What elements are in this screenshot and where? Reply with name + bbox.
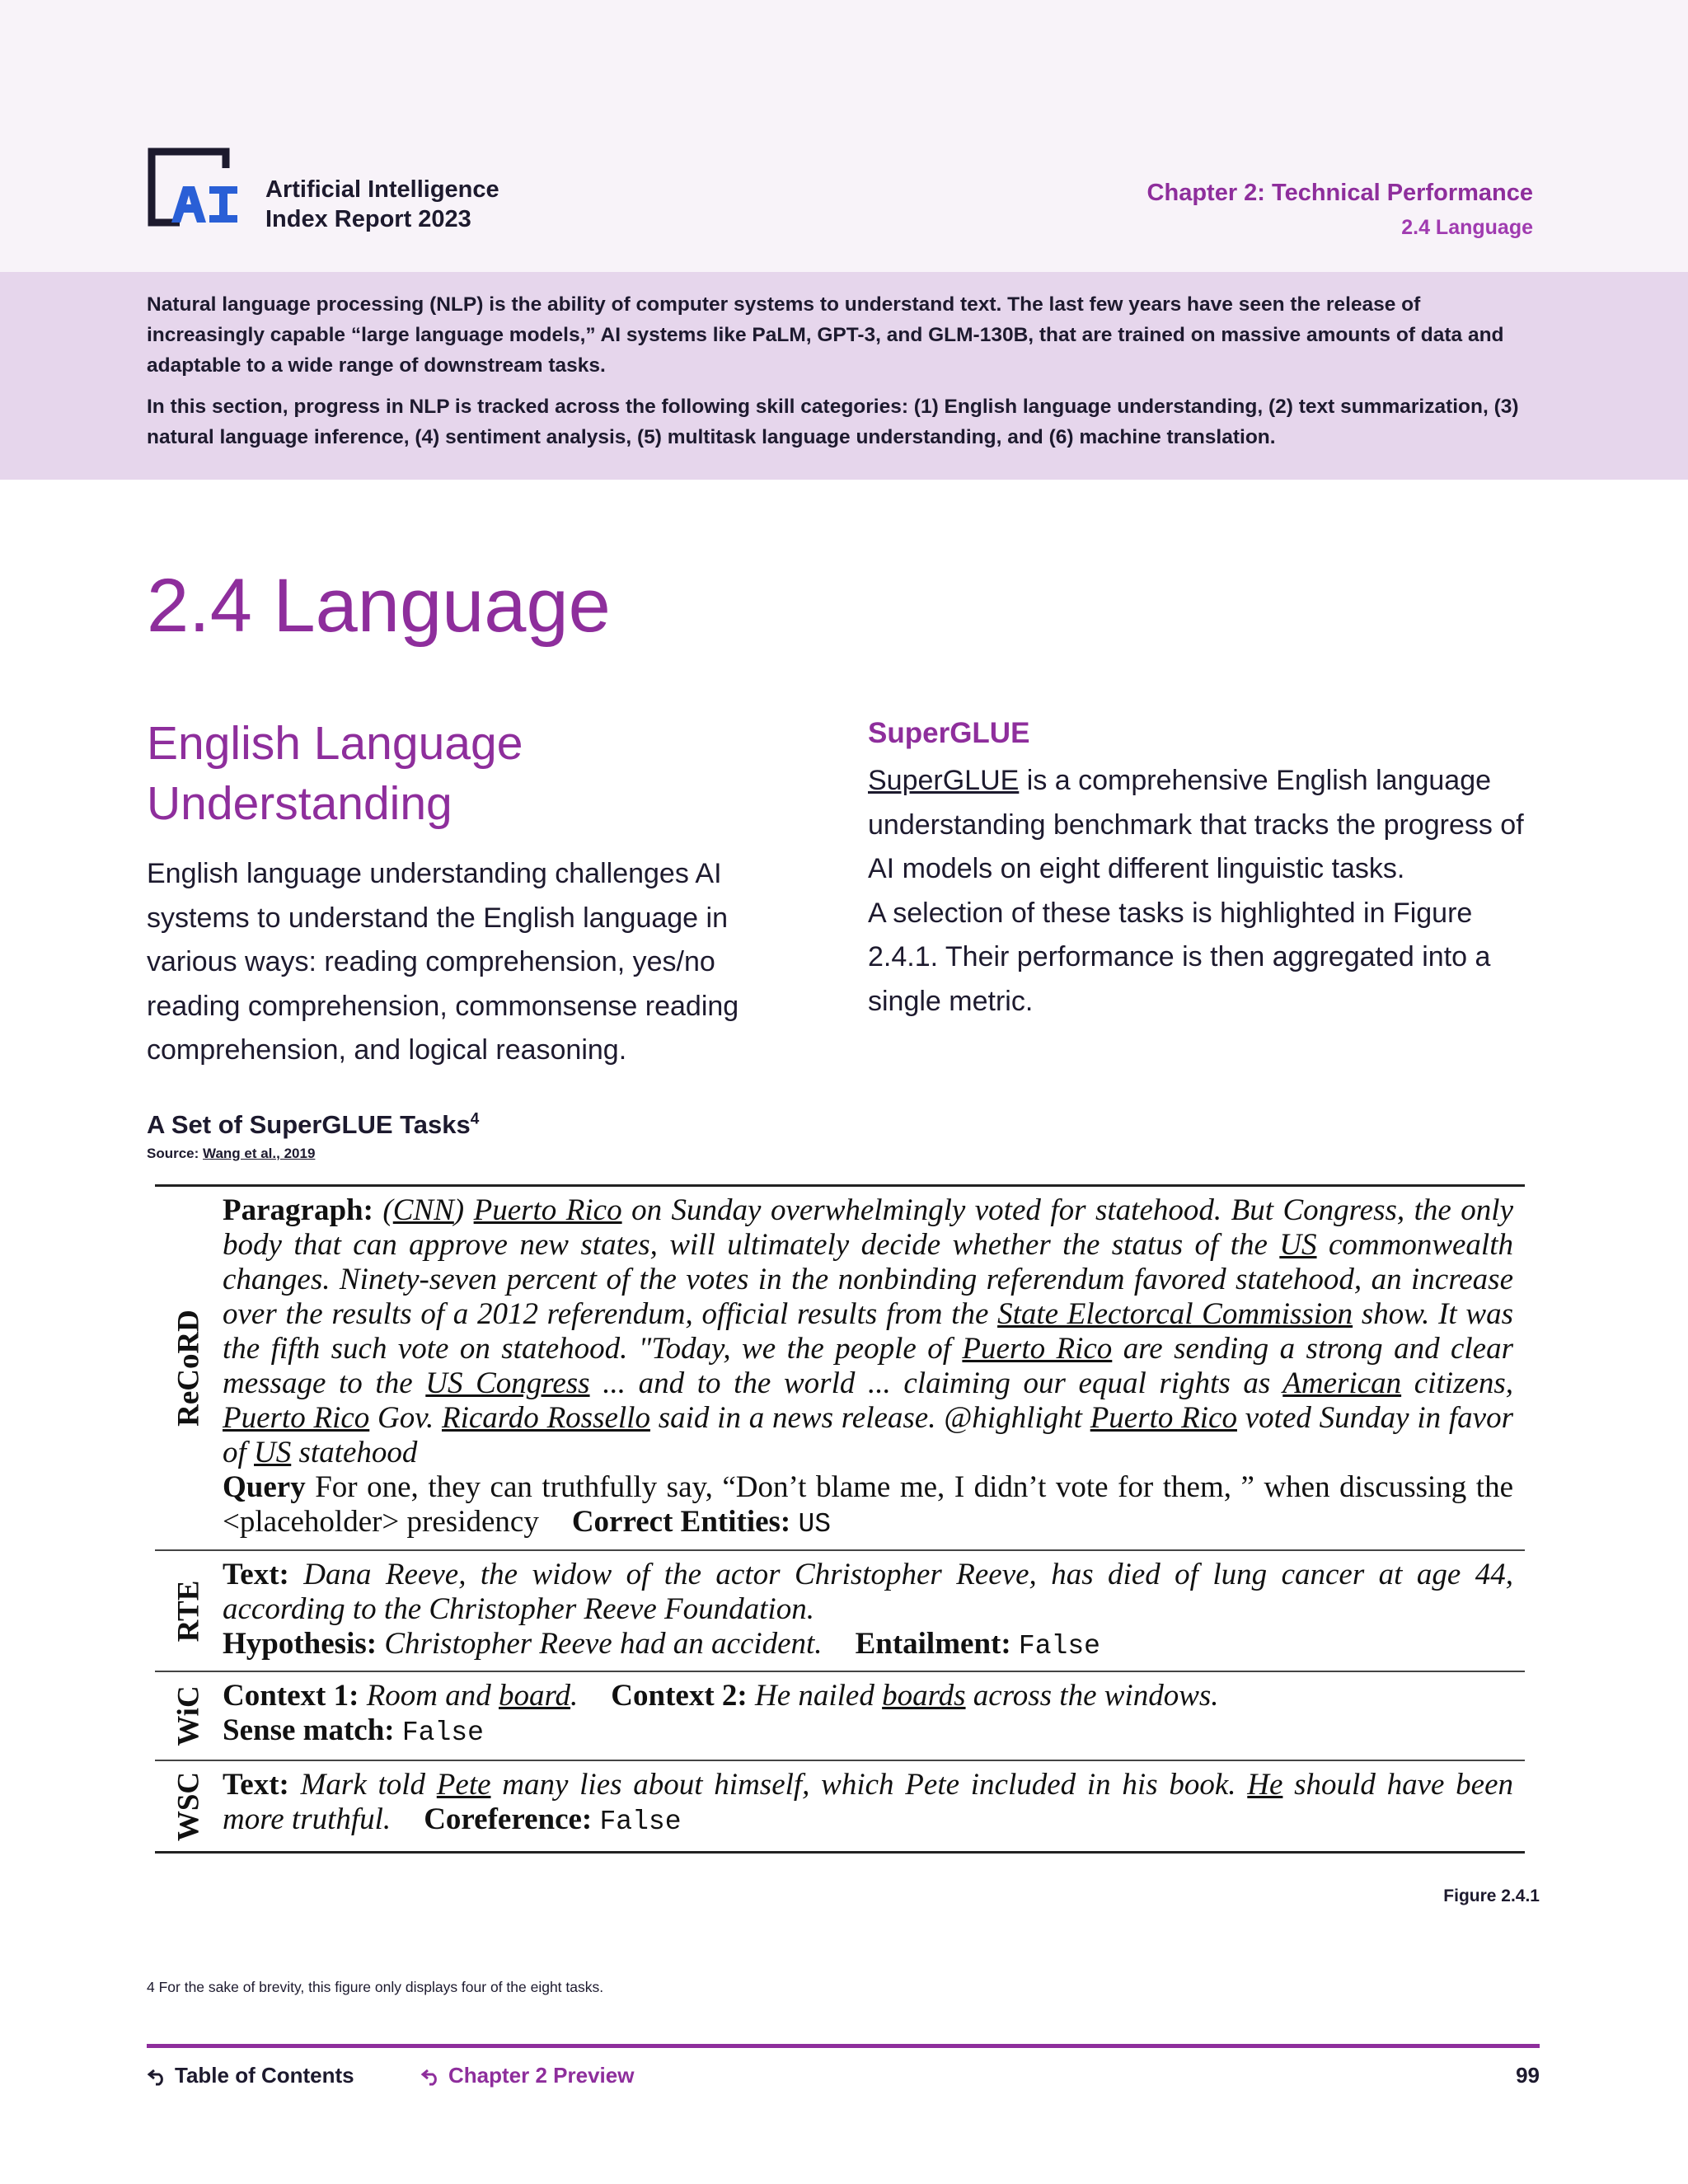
footnote: 4 For the sake of brevity, this figure only displays four of the eight tasks. <box>147 1979 604 1995</box>
task-label-wsc <box>155 1761 223 1851</box>
superglue-text-2: A selection of these tasks is highlighted in Figure 2.4.1. Their performance is then aggregated into a single metric. <box>868 897 1491 1017</box>
answer-label: Entailment: <box>855 1627 1011 1661</box>
task-label-rte-text: RTE <box>171 1580 206 1642</box>
task-row-rte <box>155 1551 1525 1672</box>
task-label-record <box>155 1187 223 1549</box>
answer-label: Sense match: <box>223 1713 395 1747</box>
context1-text: Room and board. <box>359 1679 579 1713</box>
context1-label: Context 1: <box>223 1679 359 1713</box>
table-of-contents-label: Table of Contents <box>175 2063 354 2088</box>
superglue-link[interactable]: SuperGLUE <box>868 765 1020 796</box>
paragraph-label: Paragraph: <box>223 1193 373 1227</box>
chapter-preview-label: Chapter 2 Preview <box>448 2063 635 2088</box>
report-title <box>265 175 499 234</box>
report-title-line2: Index Report 2023 <box>265 206 471 232</box>
intro-paragraph-2: In this section, progress in NLP is tracked across the following skill categories: (1) English language understanding, (2) text summarization, (3) natural language inference, (4) sentiment analysis, (5) multitask language understanding, and (6) machine translation. <box>147 396 1519 448</box>
section-breadcrumb: 2.4 Language <box>1401 216 1533 239</box>
source-label: Source: <box>147 1146 204 1161</box>
task-content-wic <box>223 1672 1525 1760</box>
english-understanding-text: English language understanding challenges AI systems to understand the English language in various ways: reading comprehension, yes/no reading comprehension, commonsense reading comprehension, and logical reasoning. <box>147 858 739 1066</box>
task-row-wic <box>155 1672 1525 1761</box>
task-label-record-text: ReCoRD <box>171 1310 206 1427</box>
rte-text: Dana Reeve, the widow of the actor Christopher Reeve, has died of lung cancer at age 44, according to the Christopher Reeve Foundation. <box>223 1558 1513 1626</box>
superglue-text <box>868 759 1527 1024</box>
source-link[interactable]: Wang et al., 2019 <box>203 1146 316 1161</box>
superglue-task-table <box>155 1184 1525 1854</box>
report-title-line1: Artificial Intelligence <box>265 176 499 203</box>
task-content-wsc <box>223 1761 1525 1851</box>
page-title: 2.4 Language <box>147 564 611 648</box>
text-label: Text: <box>223 1558 289 1591</box>
text-label: Text: <box>223 1768 289 1802</box>
section-heading-english: English Language Understanding <box>147 717 523 830</box>
return-arrow-icon <box>420 2066 442 2086</box>
context2-text: He nailed boards across the windows. <box>747 1679 1219 1713</box>
answer-label: Coreference: <box>424 1802 593 1836</box>
task-label-wsc-text: WSC <box>171 1771 206 1841</box>
task-label-rte <box>155 1551 223 1671</box>
answer-value: False <box>1018 1631 1100 1661</box>
figure-number: Figure 2.4.1 <box>1443 1886 1540 1905</box>
task-row-wsc <box>155 1761 1525 1851</box>
context2-label: Context 2: <box>611 1679 748 1713</box>
figure-title <box>147 1110 479 1140</box>
wsc-text: Mark told Pete many lies about himself, which Pete included in his book. He should have been more truthful. <box>223 1768 1514 1836</box>
task-content-record <box>223 1187 1525 1549</box>
task-label-wic-text: WiC <box>171 1685 206 1746</box>
table-of-contents-link[interactable] <box>147 2063 354 2088</box>
chapter-heading: Chapter 2: Technical Performance <box>1146 180 1533 206</box>
query-label: Query <box>223 1470 306 1504</box>
superglue-text-rest: is a comprehensive English language understanding benchmark that tracks the progress of AI models on eight different linguistic tasks. <box>868 765 1524 884</box>
footnote-marker: 4 <box>470 1110 480 1128</box>
figure-source <box>147 1146 315 1162</box>
page-number: 99 <box>1516 2063 1540 2088</box>
figure-title-text: A Set of SuperGLUE Tasks <box>147 1110 471 1139</box>
footer-rule <box>147 2044 1540 2048</box>
superglue-heading: SuperGLUE <box>868 717 1030 749</box>
answer-value: US <box>798 1509 832 1540</box>
hypothesis-label: Hypothesis: <box>223 1627 377 1661</box>
answer-value: False <box>599 1807 682 1837</box>
query-text: For one, they can truthfully say, “Don’t blame me, I didn’t vote for them, ” when discussing the <placeholder> presidency <box>223 1470 1513 1539</box>
answer-label: Correct Entities: <box>571 1505 791 1539</box>
ai-index-logo <box>147 147 239 229</box>
hypothesis-text: Christopher Reeve had an accident. <box>377 1627 823 1661</box>
answer-value: False <box>401 1718 484 1748</box>
chapter-preview-link[interactable] <box>420 2063 634 2088</box>
record-paragraph: (CNN) Puerto Rico on Sunday overwhelmingly voted for statehood. But Congress, the only body that can approve new states, will ultimately decide whether the status of the US commonwealth changes. Ninety-seven percent of the votes in the nonbinding referendum favored statehood, an increase over the results of a 2012 referendum, official results from the State Electorcal Commission show. It was the fifth such vote on statehood. "Today, we the people of Puerto Rico are sending a strong and clear message to the US Congress ... and to the world ... claiming our equal rights as American citizens, Puerto Rico Gov. Ricardo Rossello said in a news release. @highlight Puerto Rico voted Sunday in favor of US statehood <box>223 1193 1514 1469</box>
task-label-wic <box>155 1672 223 1760</box>
return-arrow-icon <box>147 2066 168 2086</box>
intro-paragraph-1: Natural language processing (NLP) is the ability of computer systems to understand text. The last few years have seen the release of increasingly capable “large language models,” AI systems like PaLM, GPT-3, and GLM-130B, that are trained on massive amounts of data and adaptable to a wide range of downstream tasks. <box>147 293 1504 377</box>
task-content-rte <box>223 1551 1525 1671</box>
task-row-record <box>155 1187 1525 1551</box>
